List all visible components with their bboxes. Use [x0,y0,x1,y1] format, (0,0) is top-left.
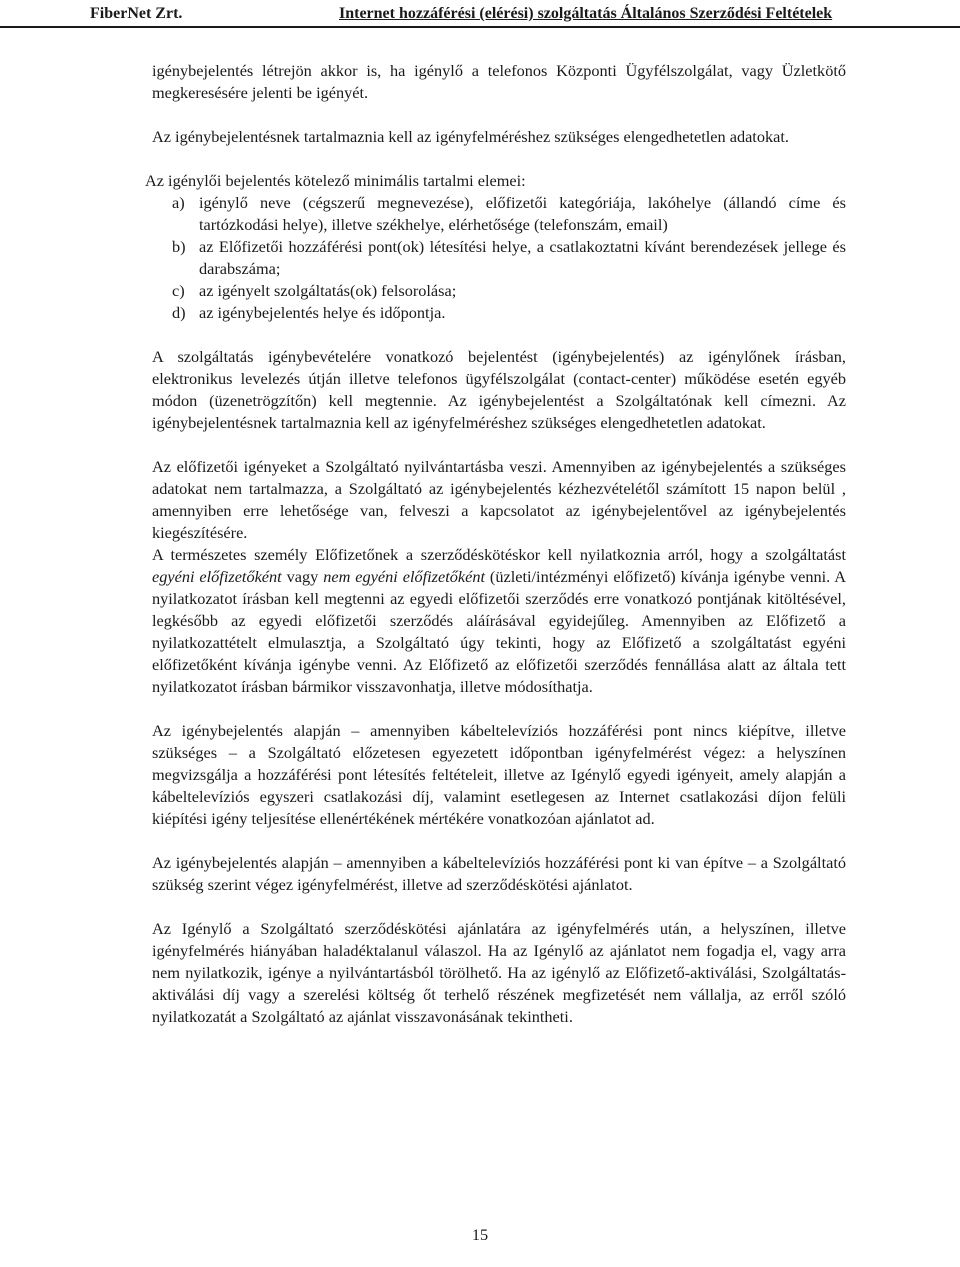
list-item [152,280,846,302]
list-marker: a) [172,193,185,212]
list-item-text: igénylő neve (cégszerű megnevezése), előfizetői kategóriája, lakóhelye (állandó címe és tartózkodási helye), illetve székhelye, elérhetősége (telefonszám, email) [199,193,846,234]
list-item-text: az Előfizetői hozzáférési pont(ok) létesítési helye, a csatlakoztatni kívánt berendezések jellege és darabszáma; [199,237,846,278]
list-marker: d) [172,303,186,322]
paragraph-8: Az Igénylő a Szolgáltató szerződéskötési ajánlatára az igényfelmérés után, a helyszínen, illetve igényfelmérés hiányában haladéktalanul válaszol. Ha az Igénylő az ajánlatot nem fogadja el, vagy arra nem nyilatkozik, igénye a nyilvántartásból törölhető. Ha az igénylő az Előfizető-aktiválási, Szolgáltatás-aktiválási díj vagy a szerelési költség őt terhelő részének megfizetését nem vállalja, az erről szóló nyilatkozatát a Szolgáltató az ajánlat visszavonásának tekintheti. [152,919,846,1026]
list-item [152,192,846,236]
page-number: 15 [471,1225,489,1244]
header-company: FiberNet Zrt. [90,5,183,22]
list-item [152,302,846,324]
paragraph-4: Az előfizetői igényeket a Szolgáltató nyilvántartásba veszi. Amennyiben az igénybejelentés a szükséges adatokat nem tartalmazza, a Szolgáltató az igénybejelentés kézhezvételétől számított 15 napon belül , amennyiben erre lehetősége van, felveszi a kapcsolatot az igénybejelentővel az igénybejelentés kiegészítésére. [152,457,846,542]
emphasis-individual-subscriber: egyéni előfizetőként [152,567,282,586]
header-document-title: Internet hozzáférési (elérési) szolgáltatás Általános Szerződési Feltételek [339,5,833,22]
paragraph-1: igénybejelentés létrejön akkor is, ha igénylő a telefonos Központi Ügyfélszolgálat, vagy Üzletkötő megkeresésére jelenti be igényét. [152,61,846,102]
paragraph-5: A természetes személy Előfizetőnek a szerződéskötéskor kell nyilatkoznia arról, hogy a szolgáltatást egyéni előfizetőként vagy nem egyéni előfizetőként (üzleti/intézményi előfizető) kívánja igénybe venni. A nyilatkozatot írásban kell megtenni az egyedi előfizetői szerződés erre vonatkozó pontjának kitöltésével, legkésőbb az egyedi előfizetői szerződés aláírásával egyidejűleg. Amennyiben az Előfizető a nyilatkozattételt elmulasztja, a Szolgáltató úgy tekinti, hogy az Előfizető a szolgáltatást egyéni előfizetőként kívánja igénybe venni. Az Előfizető az előfizetői szerződés fennállása alatt az általa tett nyilatkozatot írásban bármikor visszavonhatja, illetve módosíthatja. [152,545,846,696]
paragraph-2: Az igénybejelentésnek tartalmaznia kell az igényfelméréshez szükséges elengedhetetlen adatokat. [152,127,789,146]
list-item-text: az igénybejelentés helye és időpontja. [199,303,446,322]
list-marker: b) [172,237,186,256]
list-intro: Az igénylői bejelentés kötelező minimális tartalmi elemei: [145,171,526,190]
document-body [145,60,846,1028]
paragraph-6: Az igénybejelentés alapján – amennyiben kábeltelevíziós hozzáférési pont nincs kiépítve, illetve szükséges – a Szolgáltató előzetesen egyezetett időpontban igényfelmérést végez: a helyszínen megvizsgálja a hozzáférési pont létesítés feltételeit, illetve az Igénylő egyedi igényeit, amely alapján a kábeltelevíziós egyszeri csatlakozási díj, valamint esetlegesen az Internet csatlakozási díjon felüli kiépítési igény teljesítése ellenértékének mértékére vonatkozóan ajánlatot ad. [152,721,846,828]
paragraph-3: A szolgáltatás igénybevételére vonatkozó bejelentést (igénybejelentés) az igénylőnek írásban, elektronikus levelezés útján illetve telefonos ügyfélszolgálat (contact-center) működése esetén egyéb módon (üzenetrögzítőn) kell megtennie. Az igénybejelentést a Szolgáltatónak kell címezni. Az igénybejelentésnek tartalmaznia kell az igényfelméréshez szükséges elengedhetetlen adatokat. [152,347,846,432]
list-item [152,236,846,280]
list-item-text: az igényelt szolgáltatás(ok) felsorolása; [199,281,457,300]
list-marker: c) [172,281,185,300]
required-elements-list [152,192,846,324]
paragraph-7: Az igénybejelentés alapján – amennyiben a kábeltelevíziós hozzáférési pont ki van építve – a Szolgáltató szükség szerint végez igényfelmérést, illetve ad szerződéskötési ajánlatot. [152,853,846,894]
page-header [0,0,960,28]
emphasis-non-individual-subscriber: nem egyéni előfizetőként [323,567,485,586]
